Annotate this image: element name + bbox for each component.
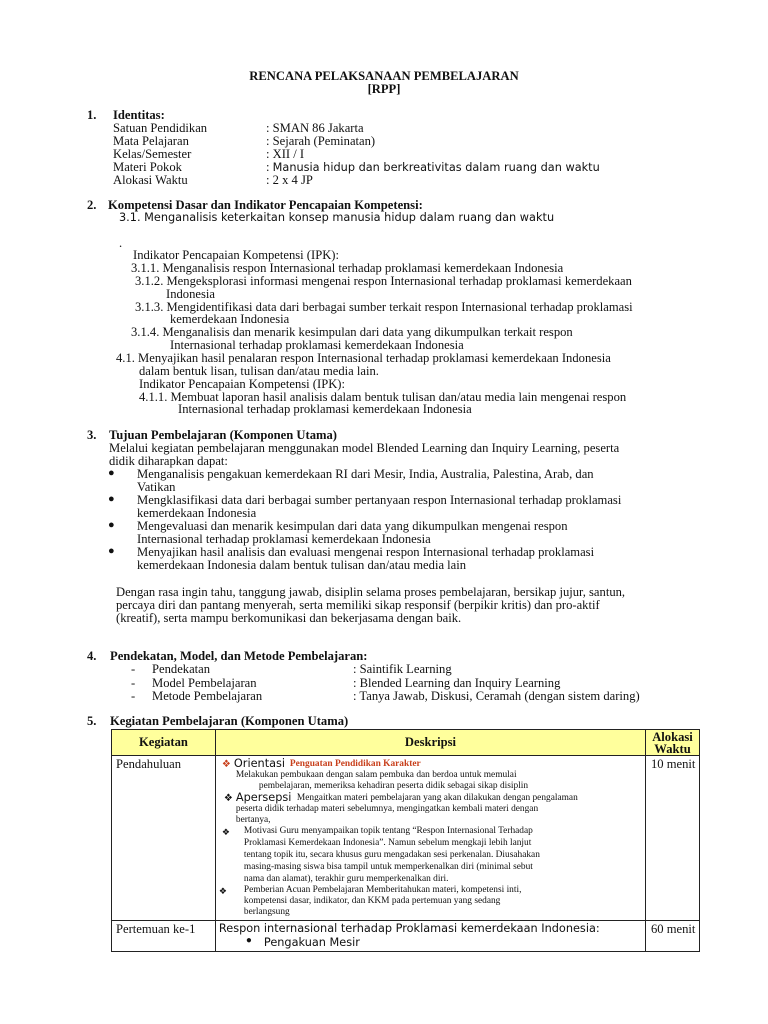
pertemuan-deskripsi: Respon internasional terhadap Proklamasi kemerdekaan Indonesia: (218, 922, 600, 935)
row-deskripsi-pertemuan (215, 921, 645, 952)
list-item-cont: kemerdekaan Indonesia dalam bentuk tulisan dan/atau media lain (137, 558, 467, 572)
ipk-3-1-3: 3.1.3. Mengidentifikasi data dari berbagai sumber terkait respon Internasional terhadap proklamasi (135, 300, 633, 314)
pendekatan-label: Metode Pembelajaran (152, 689, 263, 703)
identitas-label: Mata Pelajaran (113, 134, 189, 148)
tujuan-paragraph-line: Dengan rasa ingin tahu, tanggung jawab, disiplin selama proses pembelajaran, bersikap jujur, santun, (116, 585, 626, 599)
row-alokasi-pendahuluan: 10 menit (646, 756, 700, 921)
ipk-4-1-1-cont: Internasional terhadap proklamasi kemerdekaan Indonesia (178, 402, 472, 416)
section-3-heading: Tujuan Pembelajaran (Komponen Utama) (109, 428, 337, 442)
orientasi-text: Melakukan pembukaan dengan salam pembuka dan berdoa untuk memulai (235, 770, 517, 780)
orientasi-text-cont: pembelajaran, memeriksa kehadiran peserta didik sebagai sikap disiplin (258, 781, 529, 791)
identitas-label: Satuan Pendidikan (113, 121, 208, 135)
section-4-number: 4. (87, 649, 97, 663)
list-item-cont: kemerdekaan Indonesia (137, 506, 257, 520)
identitas-label: Alokasi Waktu (113, 173, 188, 187)
kd-4-1-cont: dalam bentuk lisan, tulisan dan/atau media lain. (139, 364, 379, 378)
ipk-3-1-4-cont: Internasional terhadap proklamasi kemerdekaan Indonesia (170, 338, 464, 352)
stray-dot: . (119, 236, 123, 250)
dash-bullet: - (131, 676, 136, 690)
motivasi-text-cont: masing-masing siswa bisa tampil untuk memperkenalkan diri (minimal sebut (243, 862, 533, 872)
section-5-heading: Kegiatan Pembelajaran (Komponen Utama) (110, 714, 349, 728)
kd-4-1: 4.1. Menyajikan hasil penalaran respon Internasional terhadap proklamasi kemerdekaan Indonesia (116, 351, 611, 365)
motivasi-text-cont: nama dan alamat), terakhir guru memperkenalkan diri. (243, 874, 449, 884)
ipk-3-1-4: 3.1.4. Menganalisis dan menarik kesimpulan dari data yang dikumpulkan terkait respon (131, 325, 573, 339)
apersepsi-text: Mengaitkan materi pembelajaran yang akan dilakukan dengan pengalaman (296, 793, 578, 803)
identitas-value: : 2 x 4 JP (266, 173, 313, 187)
doc-subtitle: [RPP] (367, 82, 401, 96)
motivasi-text-cont: tentang topik itu, secara khusus guru mengadakan sesi perkenalan. Diusahakan (243, 850, 540, 860)
apersepsi-text-cont: peserta didik terhadap materi sebelumnya, mengingatkan kembali materi dengan (235, 804, 539, 814)
list-item: Mengevaluasi dan menarik kesimpulan dari data yang dikumpulkan mengenai respon (137, 519, 568, 533)
diamond-bullet-icon: ❖ (221, 759, 231, 770)
ipk-3-1-2-cont: Indonesia (166, 287, 215, 301)
apersepsi-label: Apersepsi (235, 791, 292, 804)
table-header-row (112, 730, 700, 756)
table-row (112, 921, 700, 952)
header-alokasi-line2: Waktu (654, 741, 691, 756)
doc-title: RENCANA PELAKSANAAN PEMBELAJARAN (249, 69, 519, 83)
ipk-3-1-3-cont: kemerdekaan Indonesia (170, 312, 290, 326)
ipk-4-1-1: 4.1.1. Membuat laporan hasil analisis dalam bentuk tulisan dan/atau media lain mengenai respon (139, 390, 627, 404)
kd-3-1: 3.1. Menganalisis keterkaitan konsep manusia hidup dalam ruang dan waktu (119, 211, 555, 224)
acuan-text-cont: kompetensi dasar, indikator, dan KKM pada pertemuan yang sedang (243, 896, 501, 906)
list-item-cont: Internasional terhadap proklamasi kemerdekaan Indonesia (137, 532, 431, 546)
list-item: Menganalisis pengakuan kemerdekaan RI dari Mesir, India, Australia, Palestina, Arab, dan (137, 467, 594, 481)
acuan-text-cont: berlangsung (243, 907, 290, 917)
row-deskripsi-pendahuluan (215, 756, 645, 921)
round-bullet-icon: ● (245, 935, 252, 946)
dash-bullet: - (131, 689, 136, 703)
dash-bullet: - (131, 662, 136, 676)
tujuan-paragraph-line: (kreatif), serta mampu berkomunikasi dan bekerjasama dengan baik. (116, 611, 462, 625)
header-deskripsi: Deskripsi (215, 730, 645, 756)
row-kegiatan-pendahuluan: Pendahuluan (112, 756, 216, 921)
round-bullet-icon: ● (108, 493, 115, 505)
round-bullet-icon: ● (108, 519, 115, 531)
pendekatan-value: : Blended Learning dan Inquiry Learning (353, 676, 561, 690)
pendekatan-value: : Tanya Jawab, Diskusi, Ceramah (dengan sistem daring) (353, 689, 640, 703)
tujuan-paragraph-line: percaya diri dan pantang menyerah, serta memiliki sikap responsif (berpikir kritis) dan pro-aktif (116, 598, 600, 612)
table-row (112, 756, 700, 921)
row-kegiatan-pertemuan: Pertemuan ke-1 (112, 921, 216, 952)
diamond-bullet-icon: ❖ (221, 827, 230, 837)
ipk-label: Indikator Pencapaian Kompetensi (IPK): (133, 248, 339, 262)
pertemuan-bullet-item: Pengakuan Mesir (263, 936, 360, 949)
identitas-value: : Sejarah (Peminatan) (266, 134, 376, 148)
pendekatan-label: Pendekatan (152, 662, 211, 676)
ipk-3-1-1: 3.1.1. Menganalisis respon Internasional terhadap proklamasi kemerdekaan Indonesia (131, 261, 564, 275)
section-5-number: 5. (87, 714, 97, 728)
motivasi-text: Motivasi Guru menyampaikan topik tentang “Respon Internasional Terhadap (243, 826, 533, 836)
diamond-bullet-icon: ❖ (223, 793, 233, 804)
pendekatan-value: : Saintifik Learning (353, 662, 452, 676)
pendekatan-label: Model Pembelajaran (152, 676, 257, 690)
identitas-label: Materi Pokok (113, 160, 182, 174)
section-1-number: 1. (87, 108, 97, 122)
ipk-label-2: Indikator Pencapaian Kompetensi (IPK): (139, 377, 345, 391)
motivasi-text-cont: Proklamasi Kemerdekaan Indonesia”. Namun sebelum mengkaji lebih lanjut (243, 838, 532, 848)
section-4-heading: Pendekatan, Model, dan Metode Pembelajaran: (110, 649, 368, 663)
kegiatan-table (111, 729, 700, 952)
apersepsi-text-cont: bertanya, (235, 815, 271, 825)
identitas-label: Kelas/Semester (113, 147, 192, 161)
header-kegiatan: Kegiatan (112, 730, 216, 756)
section-2-heading: Kompetensi Dasar dan Indikator Pencapaian Kompetensi: (108, 198, 423, 212)
list-item-cont: Vatikan (137, 480, 176, 494)
identitas-value: : Manusia hidup dan berkreativitas dalam ruang dan waktu (266, 160, 600, 174)
section-2-number: 2. (87, 198, 97, 212)
ipk-3-1-2: 3.1.2. Mengeksplorasi informasi mengenai respon Internasional terhadap proklamasi kemerdekaan (135, 274, 632, 288)
header-alokasi (646, 730, 700, 756)
section-1-heading: Identitas: (113, 108, 165, 122)
round-bullet-icon: ● (108, 545, 115, 557)
section-3-number: 3. (87, 428, 97, 442)
acuan-text: Pemberian Acuan Pembelajaran Memberitahukan materi, kompetensi inti, (243, 885, 522, 895)
identitas-value: : SMAN 86 Jakarta (266, 121, 364, 135)
round-bullet-icon: ● (108, 467, 115, 479)
list-item: Mengklasifikasi data dari berbagai sumber pertanyaan respon Internasional terhadap proklamasi (137, 493, 622, 507)
header-alokasi-line1: Alokasi (652, 729, 693, 744)
orientasi-tag: Penguatan Pendidikan Karakter (289, 759, 421, 769)
orientasi-label: Orientasi (233, 757, 286, 770)
tujuan-intro-cont: didik diharapkan dapat: (109, 454, 228, 468)
materi-pokok-text: Manusia hidup dan berkreativitas dalam ruang dan waktu (272, 161, 600, 174)
identitas-value: : XII / I (266, 147, 305, 161)
diamond-bullet-icon: ❖ (218, 886, 227, 896)
tujuan-intro: Melalui kegiatan pembelajaran menggunakan model Blended Learning dan Inquiry Learning, peserta (109, 441, 620, 455)
row-alokasi-pertemuan: 60 menit (646, 921, 700, 952)
list-item: Menyajikan hasil analisis dan evaluasi mengenai respon Internasional terhadap proklamasi (137, 545, 595, 559)
